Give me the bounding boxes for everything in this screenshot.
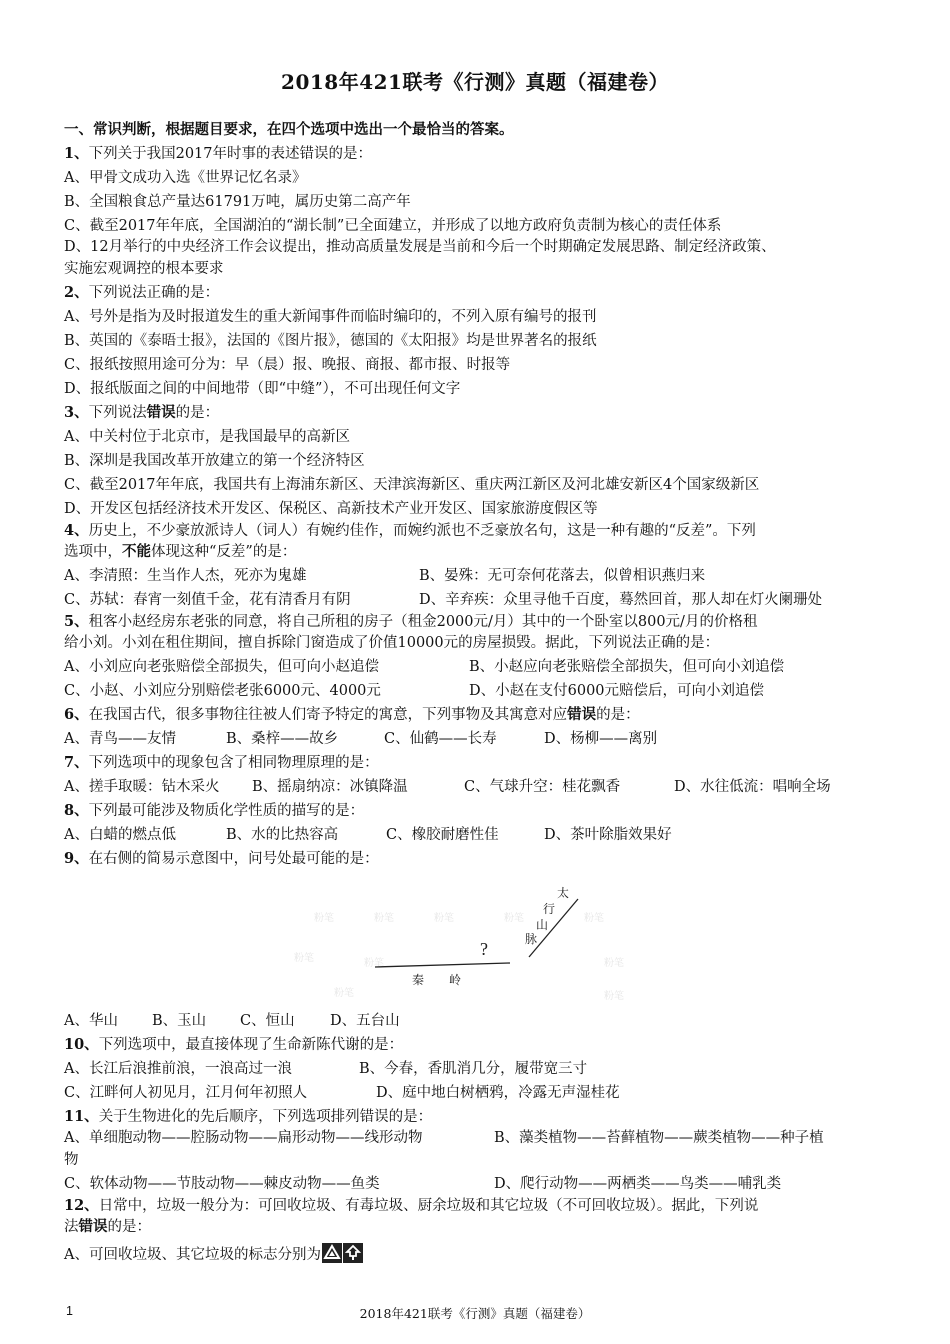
option-c: C、恒山	[240, 1013, 295, 1029]
question-number: 12、	[64, 1197, 99, 1214]
option-d: D、茶叶除脂效果好	[544, 827, 672, 843]
options-row	[64, 1081, 894, 1105]
watermark-text: 粉笔	[604, 991, 624, 1002]
option-a: A、华山	[64, 1013, 118, 1029]
question-text: 的是：	[596, 707, 640, 723]
options-row	[64, 1009, 894, 1033]
question-5-stem	[64, 612, 894, 631]
option-c: C、江畔何人初见月，江月何年初照人	[64, 1085, 308, 1101]
emphasis-text: 不能	[122, 543, 151, 560]
mountain-char: 脉	[525, 932, 538, 946]
options-row	[64, 823, 894, 847]
option-d: D、杨柳——离别	[544, 731, 658, 747]
option-d-cont: 实施宏观调控的根本要求	[64, 261, 224, 277]
options-row	[64, 775, 894, 799]
option-b: B、水的比热容高	[226, 827, 339, 843]
option-d: D、小赵在支付6000元赔偿后，可向小刘追偿	[469, 683, 765, 699]
question-number: 7、	[64, 754, 89, 771]
question-text: 下列说法正确的是：	[88, 285, 220, 301]
option-d: D、水往低流：唱响全场	[674, 779, 831, 795]
option-c: C、仙鹤——长寿	[384, 731, 497, 747]
question-number: 11、	[64, 1108, 99, 1125]
question-text: 法	[64, 1219, 79, 1235]
question-text: 关于生物进化的先后顺序，下列选项排列错误的是：	[98, 1109, 433, 1125]
option-b-cont: 物	[64, 1152, 79, 1168]
option-b: B、全国粮食总产量达61791万吨，属历史第二高产年	[64, 194, 411, 210]
option-a: A、白蜡的燃点低	[64, 827, 176, 843]
watermark-text: 粉笔	[434, 913, 454, 924]
option-b: B、小赵应向老张赔偿全部损失，但可向小刘追偿	[469, 659, 785, 675]
option-c: C、橡胶耐磨性佳	[386, 827, 499, 843]
question-number: 4、	[64, 522, 89, 539]
option-c: C、报纸按照用途可分为：早（晨）报、晚报、商报、都市报、时报等	[64, 357, 511, 373]
option-text: A、可回收垃圾、其它垃圾的标志分别为	[64, 1247, 321, 1263]
watermark-text: 粉笔	[334, 988, 354, 999]
option-a	[64, 1243, 894, 1267]
option-c: C、苏轼：春宵一刻值千金，花有清香月有阴	[64, 592, 351, 608]
question-5-stem-cont: 给小刘。小刘在租住期间，擅自拆除门窗造成了价值10000元的房屋损毁。据此，下列说法正确的是：	[64, 635, 720, 651]
question-text: 下列关于我国2017年时事的表述错误的是：	[88, 146, 372, 162]
option-b: B、晏殊：无可奈何花落去，似曾相识燕归来	[419, 568, 706, 584]
question-text: 下列选项中，最直接体现了生命新陈代谢的是：	[98, 1037, 404, 1053]
options-row	[64, 588, 894, 612]
question-11-stem	[64, 1105, 894, 1129]
option-a: A、李清照：生当作人杰，死亦为鬼雄	[64, 568, 307, 584]
option-b: B、今春，香肌消几分，履带宽三寸	[359, 1061, 588, 1077]
section-heading: 一、常识判断，根据题目要求，在四个选项中选出一个最恰当的答案。	[64, 121, 514, 138]
page-title: 2018年421联考《行测》真题（福建卷）	[281, 70, 669, 94]
option-b: B、藻类植物——苔藓植物——蕨类植物——种子植	[494, 1130, 824, 1146]
options-row	[64, 727, 894, 751]
question-10-stem	[64, 1033, 894, 1057]
option-d: D、庭中地白树栖鸦，冷露无声湿桂花	[376, 1085, 620, 1101]
watermark-text: 粉笔	[504, 913, 524, 924]
option-c: C、气球升空：桂花飘香	[464, 779, 621, 795]
question-12-stem	[64, 1196, 894, 1215]
option-a: A、中关村位于北京市，是我国最早的高新区	[64, 429, 350, 445]
option-c: C、截至2017年年底，我国共有上海浦东新区、天津滨海新区、重庆两江新区及河北雄安新区4个国家级新区	[64, 477, 760, 493]
option-b: B、英国的《泰晤士报》，法国的《图片报》，德国的《太阳报》均是世界著名的报纸	[64, 333, 597, 349]
mountain-char: 行	[543, 902, 556, 916]
question-text: 日常中，垃圾一般分为：可回收垃圾、有毒垃圾、厨余垃圾和其它垃圾（不可回收垃圾）。据此，下列说	[98, 1198, 759, 1214]
watermark-text: 粉笔	[584, 913, 604, 924]
option-b: B、摇扇纳凉：冰镇降温	[252, 779, 408, 795]
map-diagram	[64, 871, 894, 1009]
option-c: C、小赵、小刘应分别赔偿老张6000元、4000元	[64, 683, 381, 699]
question-number: 8、	[64, 802, 89, 819]
question-number: 5、	[64, 613, 89, 630]
map-diagram-svg	[64, 871, 894, 1009]
options-row	[64, 1057, 894, 1081]
options-row	[64, 655, 894, 679]
options-row	[64, 1129, 894, 1148]
option-d: D、报纸版面之间的中间地带（即“中缝”），不可出现任何文字	[64, 381, 461, 397]
question-number: 10、	[64, 1036, 99, 1053]
question-9-stem	[64, 847, 894, 871]
question-text: 在我国古代，很多事物往往被人们寄予特定的寓意，下列事物及其寓意对应	[88, 707, 568, 723]
option-d: D、开发区包括经济技术开发区、保税区、高新技术产业开发区、国家旅游度假区等	[64, 501, 598, 517]
option-d: D、爬行动物——两栖类——鸟类——哺乳类	[494, 1176, 782, 1192]
watermark-text: 粉笔	[364, 958, 384, 969]
watermark-text: 粉笔	[604, 958, 624, 969]
option-c: C、截至2017年年底，全国湖泊的“湖长制”已全面建立，并形成了以地方政府负责制为核心的责任体系	[64, 218, 722, 234]
option-a: A、搓手取暖：钻木采火	[64, 779, 220, 795]
options-row	[64, 564, 894, 588]
question-text: 的是：	[107, 1219, 151, 1235]
question-text: 下列选项中的现象包含了相同物理原理的是：	[88, 755, 379, 771]
footer-title: 2018年421联考《行测》真题（福建卷）	[359, 1306, 591, 1321]
question-number: 2、	[64, 284, 89, 301]
option-d: D、辛弃疾：众里寻他千百度，蓦然回首，那人却在灯火阑珊处	[419, 592, 823, 608]
question-mark: ?	[480, 939, 488, 959]
question-3-stem	[64, 401, 894, 425]
question-number: 1、	[64, 145, 89, 162]
question-text: 的是：	[175, 405, 220, 421]
question-12-stem-cont	[64, 1215, 894, 1239]
question-text: 在右侧的简易示意图中，问号处最可能的是：	[88, 851, 379, 867]
option-a: A、号外是指为及时报道发生的重大新闻事件而临时编印的，不列入原有编号的报刊	[64, 309, 597, 325]
emphasis-text: 错误	[567, 706, 597, 723]
qinling-line	[375, 963, 510, 967]
question-number: 3、	[64, 404, 89, 421]
question-text: 租客小赵经房东老张的同意，将自己所租的房子（租金2000元/月）其中的一个卧室以800元/月的价格租	[88, 614, 758, 630]
option-d: D、12月举行的中央经济工作会议提出，推动高质量发展是当前和今后一个时期确定发展思路、制定经济政策、	[64, 239, 776, 255]
question-text: 下列说法	[88, 405, 147, 421]
question-text: 下列最可能涉及物质化学性质的描写的是：	[88, 803, 365, 819]
option-b: B、玉山	[152, 1013, 207, 1029]
recycle-icon	[322, 1243, 342, 1263]
question-number: 6、	[64, 706, 89, 723]
watermark-text: 粉笔	[374, 913, 394, 924]
option-c: C、软体动物——节肢动物——棘皮动物——鱼类	[64, 1176, 380, 1192]
question-7-stem	[64, 751, 894, 775]
option-a: A、长江后浪推前浪，一浪高过一浪	[64, 1061, 292, 1077]
question-text: 历史上，不少豪放派诗人（词人）有婉约佳作，而婉约派也不乏豪放名句，这是一种有趣的“反差”。下列	[88, 523, 756, 539]
option-a: A、单细胞动物——腔肠动物——扁形动物——线形动物	[64, 1130, 423, 1146]
question-1-stem	[64, 142, 894, 166]
mountain-char: 秦	[412, 973, 425, 987]
mountain-char: 太	[557, 886, 570, 900]
emphasis-text: 错误	[78, 1218, 108, 1235]
question-text: 体现这种“反差”的是：	[151, 544, 297, 560]
question-8-stem	[64, 799, 894, 823]
question-text: 选项中，	[64, 544, 122, 560]
other-waste-icon	[343, 1243, 363, 1263]
watermark-layer	[294, 911, 624, 1002]
watermark-text: 粉笔	[294, 953, 314, 964]
question-4-stem	[64, 521, 894, 540]
page-number: 1	[66, 1304, 73, 1318]
question-6-stem	[64, 703, 894, 727]
option-b: B、深圳是我国改革开放建立的第一个经济特区	[64, 453, 365, 469]
option-d: D、五台山	[330, 1013, 400, 1029]
question-number: 9、	[64, 850, 89, 867]
mountain-char: 山	[536, 918, 549, 932]
watermark-text: 粉笔	[314, 913, 334, 924]
question-2-stem	[64, 281, 894, 305]
option-b: B、桑梓——故乡	[226, 731, 339, 747]
option-a: A、青鸟——友情	[64, 731, 176, 747]
options-row	[64, 1172, 894, 1196]
question-body	[64, 118, 894, 1267]
question-4-stem-cont	[64, 540, 894, 564]
emphasis-text: 错误	[146, 404, 176, 421]
options-row	[64, 679, 894, 703]
mountain-char: 岭	[449, 973, 462, 987]
option-a: A、小刘应向老张赔偿全部损失，但可向小赵追偿	[64, 659, 379, 675]
option-a: A、甲骨文成功入选《世界记忆名录》	[64, 170, 307, 186]
